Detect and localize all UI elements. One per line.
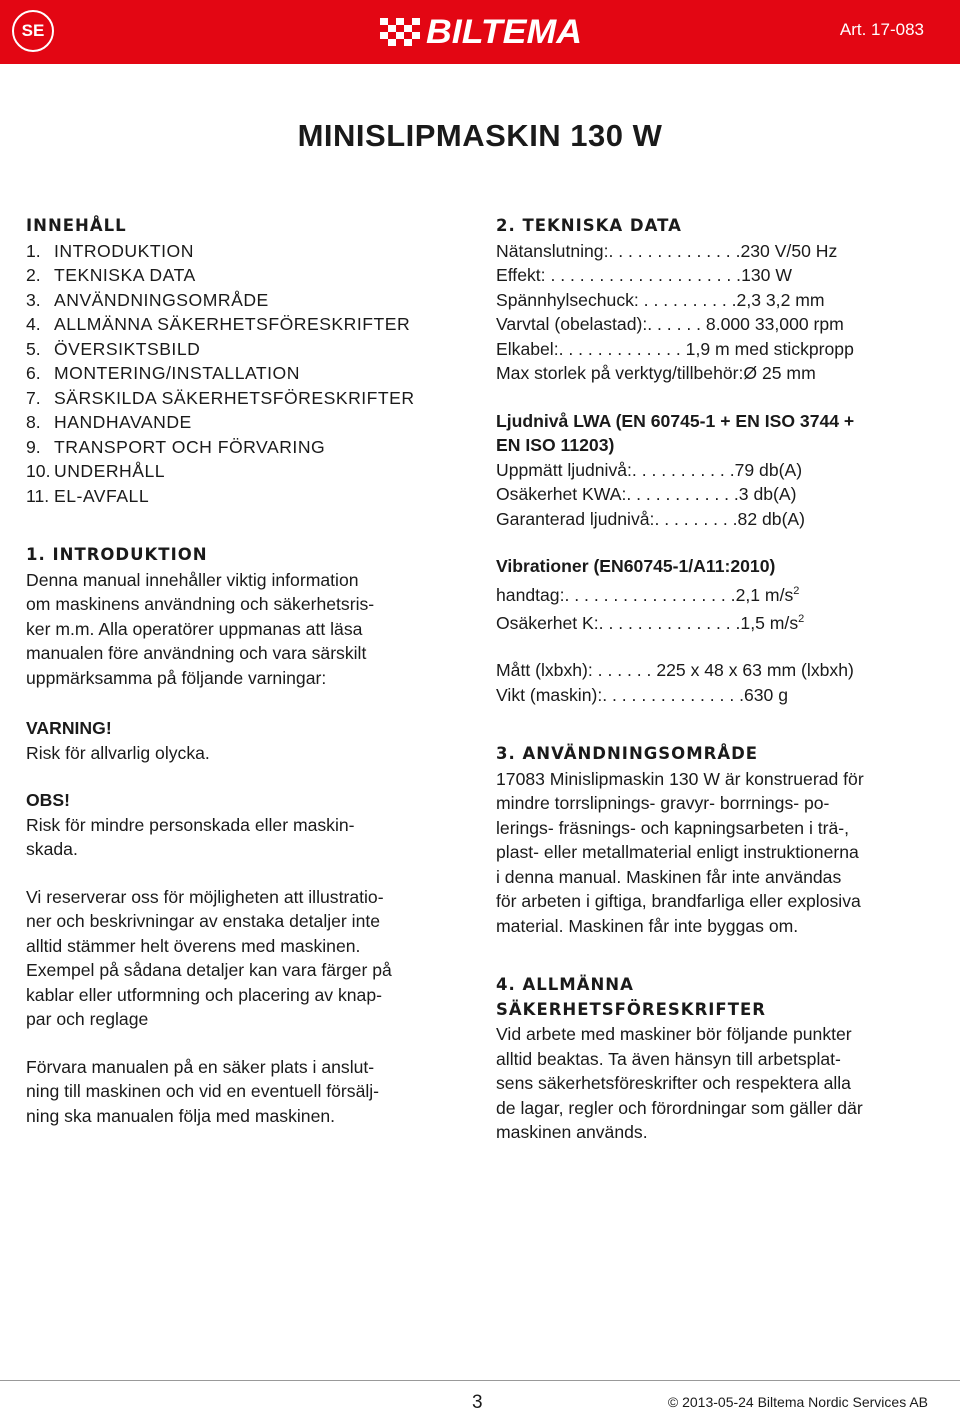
disclaimer-line: kablar eller utformning och placering av knap-	[26, 984, 382, 1005]
usage-line: 17083 Minislipmaskin 130 W är konstruerad för	[496, 768, 864, 789]
vibration-row: Osäkerhet K:. . . . . . . . . . . . . . .1,5 $m/s^2$	[496, 612, 805, 633]
header-bar	[0, 0, 960, 64]
spec-row: Max storlek på verktyg/tillbehör:Ø 25 mm	[496, 363, 816, 383]
spec-row: Spännhylsechuck: . . . . . . . . . .2,3 3,2 mm	[496, 289, 825, 310]
warning-text: Risk för allvarlig olycka.	[26, 742, 210, 763]
note-line: skada.	[26, 839, 78, 859]
toc-item: 8. HANDHAVANDE	[26, 412, 192, 432]
right-column	[496, 214, 946, 1145]
toc-heading: INNEHÅLL	[26, 216, 127, 235]
safety-heading: 4. ALLMÄNNA	[496, 975, 634, 995]
usage-line: i denna manual. Maskinen får inte användas	[496, 866, 842, 887]
toc-item: 6. MONTERING/INSTALLATION	[26, 363, 300, 383]
page-number: 3	[472, 1392, 483, 1413]
disclaimer-line: Exempel på sådana detaljer kan vara färger på	[26, 960, 392, 980]
usage-line: plast- eller metallmaterial enligt instruktionerna	[496, 842, 859, 863]
spec-row: Effekt: . . . . . . . . . . . . . . . . . . . .130 W	[496, 265, 792, 285]
vibration-row: handtag:. . . . . . . . . . . . . . . . . .2,1 $m/s^2$	[496, 584, 800, 605]
intro-line: uppmärksamma på följande varningar:	[26, 667, 327, 688]
page-title: MINISLIPMASKIN 130 W	[297, 118, 663, 153]
storage-line: Förvara manualen på en säker plats i anslut-	[26, 1056, 375, 1077]
storage-line: ning till maskinen och vid en eventuell försälj-	[26, 1081, 380, 1101]
noise-row: Osäkerhet KWA:. . . . . . . . . . . .3 db(A)	[496, 484, 797, 504]
safety-line: alltid beaktas. Ta även hänsyn till arbetsplat-	[496, 1048, 841, 1069]
checkered-flag-icon	[380, 14, 420, 50]
warning-label: VARNING!	[26, 718, 112, 738]
storage-line: ning ska manualen följa med maskinen.	[26, 1105, 336, 1126]
noise-row: Garanterad ljudnivå:. . . . . . . . .82 db(A)	[496, 508, 806, 529]
toc-item: 3. ANVÄNDNINGSOMRÅDE	[26, 289, 269, 310]
tech-heading: 2. TEKNISKA DATA	[496, 216, 682, 235]
toc-item: 5. ÖVERSIKTSBILD	[26, 338, 201, 359]
spec-row: Nätanslutning:. . . . . . . . . . . . . .230 V/50 Hz	[496, 240, 838, 261]
spec-row: Varvtal (obelastad):. . . . . . 8.000 33,000 rpm	[496, 314, 844, 334]
disclaimer-line: alltid stämmer helt överens med maskinen.	[26, 935, 361, 956]
spec-row: Elkabel:. . . . . . . . . . . . . 1,9 m med stickpropp	[496, 338, 854, 359]
safety-line: sens säkerhetsföreskrifter och respektera alla	[496, 1073, 851, 1094]
intro-heading: 1. INTRODUKTION	[26, 545, 208, 564]
brand-logo	[380, 13, 583, 51]
usage-heading: 3. ANVÄNDNINGSOMRÅDE	[496, 744, 759, 764]
toc-item: 2. TEKNISKA DATA	[26, 265, 196, 285]
toc-item: 4. ALLMÄNNA SÄKERHETSFÖRESKRIFTER	[26, 314, 411, 334]
safety-line: Vid arbete med maskiner bör följande punkter	[496, 1024, 852, 1045]
article-number: Art. 17-083	[839, 20, 924, 39]
safety-line: maskinen används.	[496, 1122, 648, 1143]
usage-line: för arbeten i giftiga, brandfarliga eller explosiva	[496, 891, 861, 912]
usage-line: material. Maskinen får inte byggas om.	[496, 915, 799, 936]
note-line: Risk för mindre personskada eller maskin-	[26, 814, 355, 835]
dimension-row: Vikt (maskin):. . . . . . . . . . . . . . .630 g	[496, 684, 789, 705]
safety-heading: SÄKERHETSFÖRESKRIFTER	[496, 999, 766, 1019]
dimension-row: Mått (lxbxh): . . . . . . 225 x 48 x 63 mm (lxbxh)	[496, 660, 854, 681]
toc-item: 10. UNDERHÅLL	[26, 461, 166, 481]
brand-name: BILTEMA	[426, 13, 583, 51]
usage-line: mindre torrslipnings- gravyr- borrnings- po-	[496, 793, 830, 814]
note-label: OBS!	[26, 790, 70, 810]
footer-divider	[0, 1380, 960, 1381]
disclaimer-line: Vi reserverar oss för möjligheten att illustratio-	[26, 886, 384, 907]
disclaimer-line: ner och beskrivningar av enstaka detaljer inte	[26, 911, 381, 931]
language-badge: SE	[12, 10, 54, 52]
copyright-notice: © 2013-05-24 Biltema Nordic Services AB	[667, 1394, 928, 1410]
toc-item: 11. EL-AVFALL	[26, 485, 150, 506]
usage-line: lerings- fräsnings- och kapningsarbeten i trä-,	[496, 817, 850, 838]
noise-row: Uppmätt ljudnivå:. . . . . . . . . . .79 db(A)	[496, 459, 803, 480]
safety-line: de lagar, regler och förordningar som gäller där	[496, 1097, 863, 1118]
toc-item: 9. TRANSPORT OCH FÖRVARING	[26, 436, 326, 457]
vibration-heading: Vibrationer (EN60745-1/A11:2010)	[496, 556, 776, 576]
toc-item: 1. INTRODUKTION	[26, 240, 194, 261]
noise-heading: EN ISO 11203)	[496, 435, 615, 455]
intro-line: manualen före användning och vara särskilt	[26, 643, 367, 663]
intro-line: ker m.m. Alla operatörer uppmanas att läsa	[26, 618, 363, 639]
intro-line: om maskinens användning och säkerhetsris-	[26, 594, 375, 614]
noise-heading: Ljudnivå LWA (EN 60745-1 + EN ISO 3744 +	[496, 410, 855, 431]
left-column	[26, 214, 466, 1128]
toc-item: 7. SÄRSKILDA SÄKERHETSFÖRESKRIFTER	[26, 387, 415, 408]
disclaimer-line: par och reglage	[26, 1009, 149, 1029]
intro-line: Denna manual innehåller viktig information	[26, 569, 359, 590]
table-of-contents	[26, 239, 466, 509]
